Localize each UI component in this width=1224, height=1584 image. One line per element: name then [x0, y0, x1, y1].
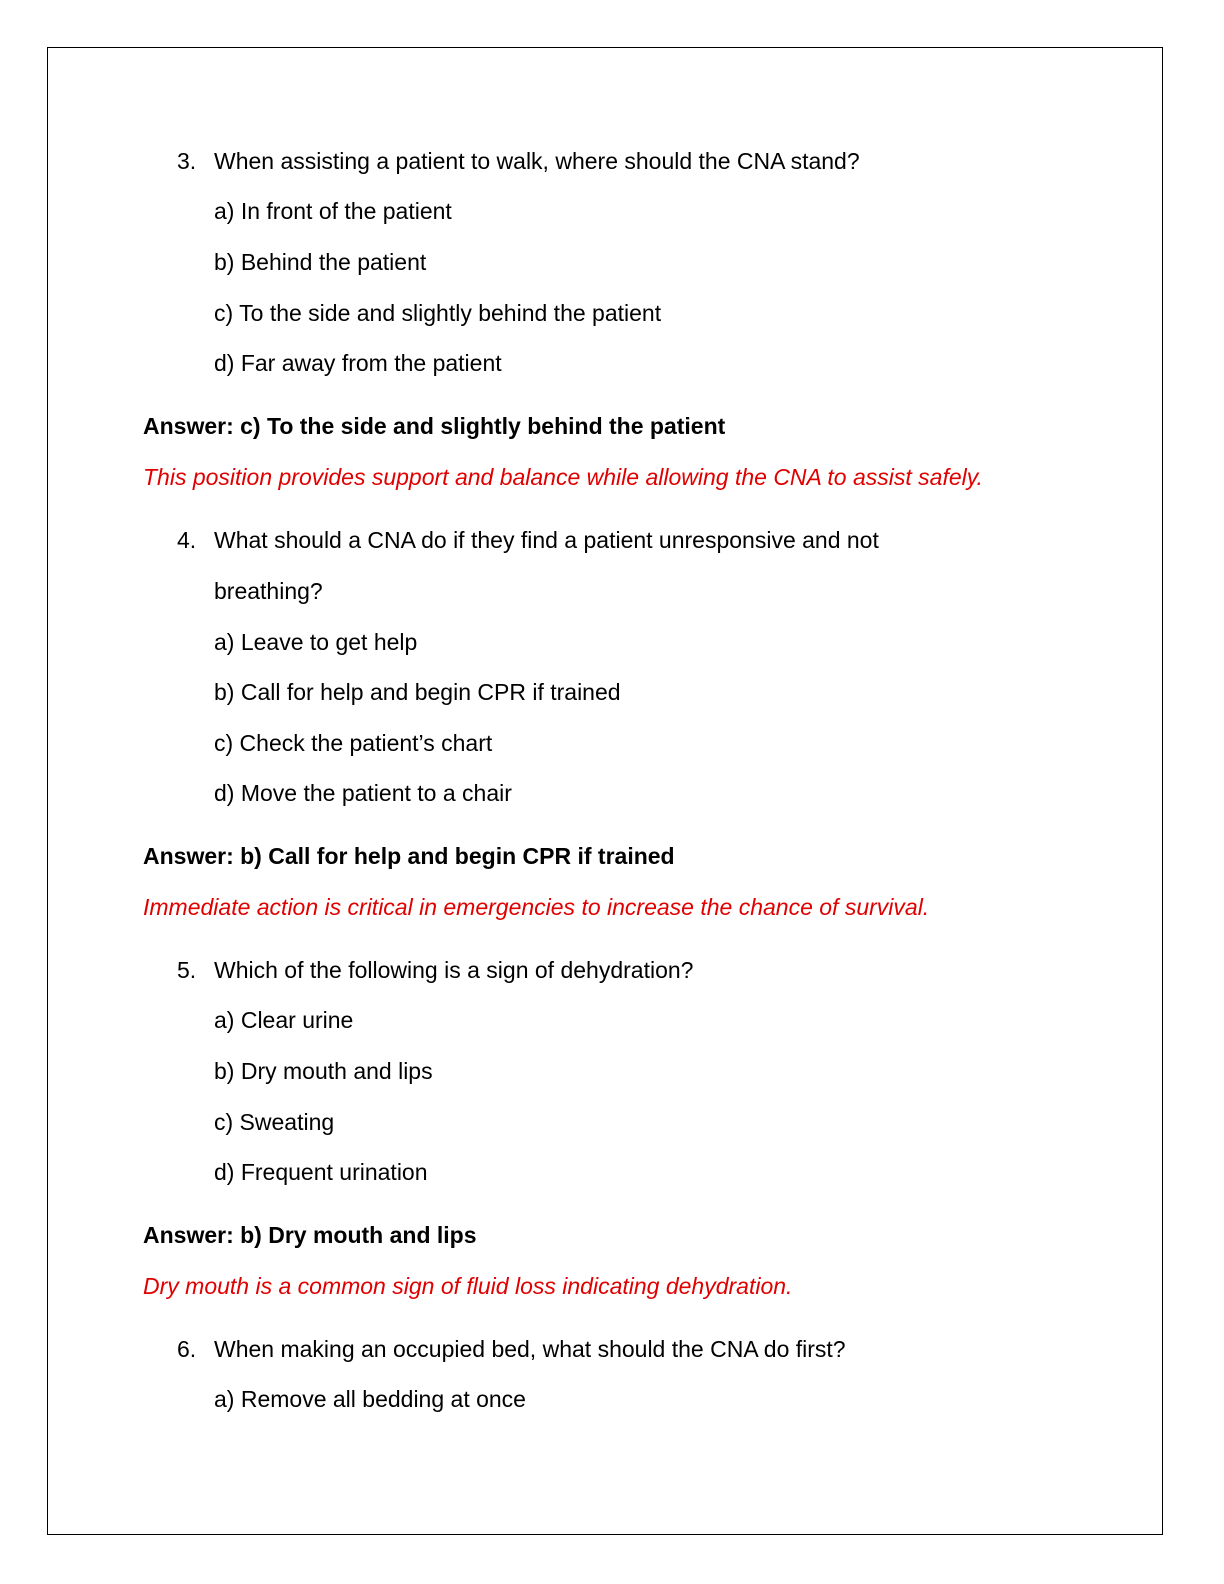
question-text: When making an occupied bed, what should the CNA do first? [214, 1336, 846, 1362]
option-a: a) Remove all bedding at once [214, 1386, 526, 1412]
explanation-line: Dry mouth is a common sign of fluid loss indicating dehydration. [143, 1273, 793, 1299]
option-b: b) Call for help and begin CPR if trained [214, 679, 621, 705]
option-b: b) Dry mouth and lips [214, 1058, 433, 1084]
option-a: a) Clear urine [214, 1007, 354, 1033]
explanation-line: Immediate action is critical in emergencies to increase the chance of survival. [143, 894, 930, 920]
question-text: Which of the following is a sign of dehydration? [214, 957, 694, 983]
answer-line: Answer: c) To the side and slightly behind the patient [143, 413, 726, 439]
option-c: c) Sweating [214, 1109, 335, 1135]
option-d: d) Move the patient to a chair [214, 780, 512, 806]
question-text: When assisting a patient to walk, where should the CNA stand? [214, 148, 860, 174]
option-b: b) Behind the patient [214, 249, 427, 275]
option-a: a) Leave to get help [214, 629, 418, 655]
answer-line: Answer: b) Call for help and begin CPR if trained [143, 843, 675, 869]
option-c: c) To the side and slightly behind the patient [214, 300, 662, 326]
question-text: What should a CNA do if they find a patient unresponsive and not [214, 527, 879, 553]
question-number: 5. [177, 957, 197, 983]
question-number: 3. [177, 148, 197, 174]
option-d: d) Frequent urination [214, 1159, 428, 1185]
option-c: c) Check the patient’s chart [214, 730, 493, 756]
option-d: d) Far away from the patient [214, 350, 502, 376]
question-text-continued: breathing? [214, 578, 323, 604]
question-number: 6. [177, 1336, 197, 1362]
option-a: a) In front of the patient [214, 198, 452, 224]
explanation-line: This position provides support and balance while allowing the CNA to assist safely. [143, 464, 983, 490]
question-number: 4. [177, 527, 197, 553]
answer-line: Answer: b) Dry mouth and lips [143, 1222, 477, 1248]
